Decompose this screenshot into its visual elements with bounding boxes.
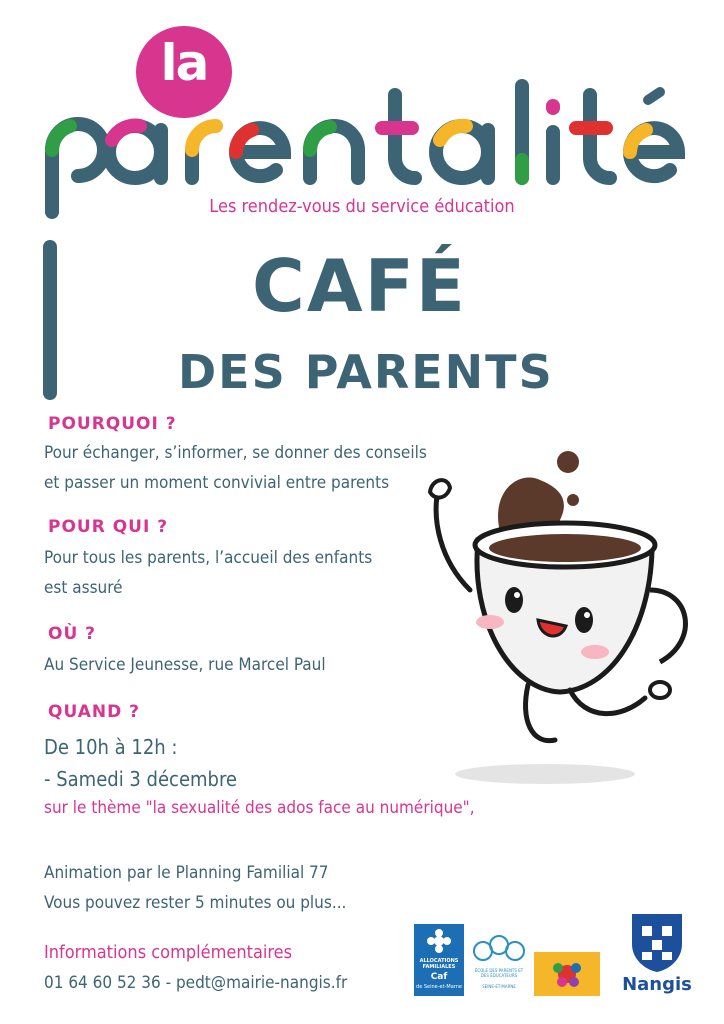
pourquoi-line2: et passer un moment convivial entre parents	[44, 473, 390, 493]
caf-logo	[414, 924, 464, 996]
epe-line2: SEINE-ET-MARNE	[482, 984, 516, 989]
section-body-pour-qui	[44, 543, 372, 603]
caf-line3: de Seine-et-Marne	[416, 984, 462, 990]
caf-line2: Caf	[430, 972, 448, 982]
letter-a-2	[436, 126, 488, 178]
epe-logo	[471, 934, 527, 994]
info-contact: 01 64 60 52 36 - pedt@mairie-nangis.fr	[44, 973, 348, 993]
decorative-bar	[43, 240, 57, 400]
section-body-quand	[44, 731, 475, 821]
animation-line2: Vous pouvez rester 5 minutes ou plus...	[44, 893, 347, 913]
animation-block	[44, 858, 346, 918]
section-title-ou: OÙ ?	[48, 624, 97, 644]
section-body-pourquoi	[44, 438, 427, 498]
quand-theme: sur le thème "la sexualité des ados face au numérique",	[44, 798, 475, 818]
nangis-label: Nangis	[622, 974, 692, 995]
letter-t	[382, 95, 415, 178]
quand-date: - Samedi 3 décembre	[44, 767, 238, 791]
section-title-pour-qui: POUR QUI ?	[48, 517, 169, 537]
info-block	[44, 938, 347, 998]
pour-qui-line2: est assuré	[44, 578, 123, 598]
letter-r	[192, 126, 216, 178]
nangis-shield-icon	[622, 910, 692, 974]
la-badge-text: la	[160, 34, 208, 92]
animation-line1: Animation par le Planning Familial 77	[44, 863, 329, 883]
coffee-cup-mascot-icon	[420, 440, 710, 800]
quand-hours: De 10h à 12h :	[44, 735, 178, 759]
pourquoi-line1: Pour échanger, s’informer, se donner des conseils	[44, 443, 427, 463]
section-title-pourquoi: POURQUOI ?	[48, 414, 177, 434]
caf-line1: ALLOCATIONS FAMILIALES	[419, 958, 459, 970]
epe-circles-icon	[471, 934, 527, 964]
ou-line1: Au Service Jeunesse, rue Marcel Paul	[44, 655, 326, 675]
nangis-logo	[622, 910, 692, 1000]
reaap-flower-icon	[534, 952, 600, 996]
subtitle: Les rendez-vous du service éducation	[209, 196, 515, 217]
letter-e	[236, 128, 284, 176]
letter-e-acute	[630, 92, 678, 176]
letter-a	[109, 126, 161, 178]
letter-n	[310, 126, 358, 178]
section-title-quand: QUAND ?	[48, 702, 141, 722]
epe-line1: ÉCOLE DES PARENTS ET DES ÉDUCATEURS	[474, 968, 524, 978]
pour-qui-line1: Pour tous les parents, l’accueil des enfants	[44, 548, 373, 568]
reaap-logo	[534, 952, 600, 996]
section-body-ou	[44, 650, 326, 680]
event-title-des-parents: DES PARENTS	[178, 345, 554, 399]
info-title: Informations complémentaires	[44, 942, 293, 963]
event-title-cafe: CAFÉ	[252, 244, 467, 328]
caf-flower-icon	[424, 928, 454, 954]
letter-t-2	[576, 95, 610, 178]
